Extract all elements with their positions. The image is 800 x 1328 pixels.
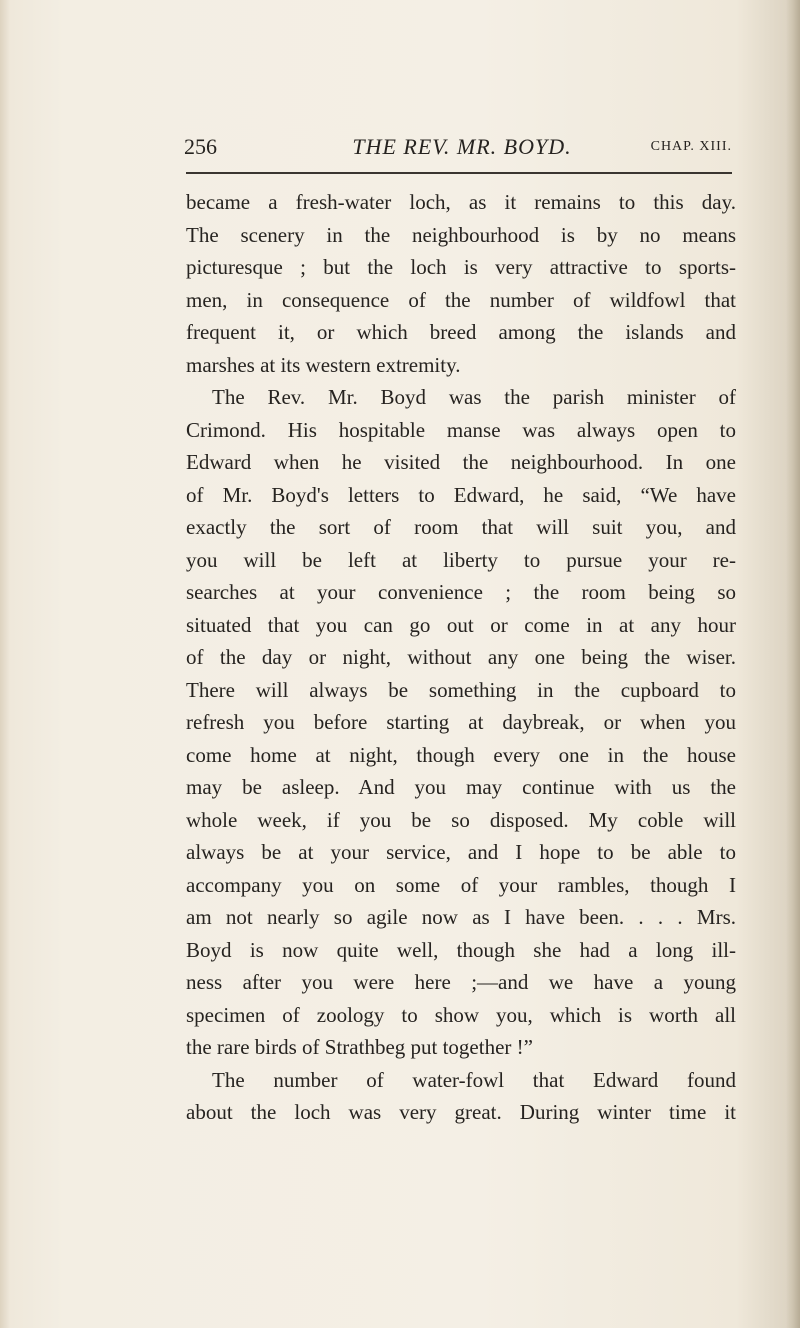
text-line: the rare birds of Strathbeg put together !” bbox=[186, 1035, 533, 1059]
page-left-edge bbox=[0, 0, 10, 1328]
text-line: am not nearly so agile now as I have been. . . . Mrs. bbox=[186, 905, 736, 929]
text-line: situated that you can go out or come in at any hour bbox=[186, 612, 736, 637]
text-line: picturesque ; but the loch is very attractive to sports- bbox=[186, 255, 736, 279]
page-header bbox=[184, 134, 740, 170]
text-line: specimen of zoology to show you, which is worth all bbox=[186, 1002, 736, 1027]
text-line: The Rev. Mr. Boyd was the parish minister of bbox=[212, 385, 736, 409]
running-title: THE REV. MR. BOYD. bbox=[352, 134, 572, 159]
text-line: Crimond. His hospitable manse was always open to bbox=[186, 417, 736, 442]
text-line: about the loch was very great. During winter time it bbox=[186, 1100, 736, 1124]
text-line: marshes at its western extremity. bbox=[186, 352, 461, 377]
chapter-label: CHAP. XIII. bbox=[650, 139, 732, 154]
text-line: accompany you on some of your rambles, though I bbox=[186, 872, 736, 897]
text-line: come home at night, though every one in the house bbox=[186, 742, 736, 767]
text-line: became a fresh-water loch, as it remains to this day. bbox=[186, 190, 736, 214]
text-line: of the day or night, without any one being the wiser. bbox=[186, 645, 736, 669]
text-line: frequent it, or which breed among the islands and bbox=[186, 320, 736, 344]
text-line: searches at your convenience ; the room being so bbox=[186, 580, 736, 604]
text-line: The number of water-fowl that Edward found bbox=[212, 1067, 736, 1092]
text-line: ness after you were here ;—and we have a young bbox=[186, 970, 736, 994]
text-line: There will always be something in the cupboard to bbox=[186, 677, 736, 702]
text-line: exactly the sort of room that will suit you, and bbox=[186, 515, 736, 539]
page-right-edge bbox=[786, 0, 800, 1328]
text-line: of Mr. Boyd's letters to Edward, he said, “We have bbox=[186, 482, 736, 507]
text-line: refresh you before starting at daybreak, or when you bbox=[186, 710, 736, 734]
text-line: The scenery in the neighbourhood is by no means bbox=[186, 222, 736, 247]
text-line: men, in consequence of the number of wildfowl that bbox=[186, 287, 736, 312]
body-text bbox=[186, 186, 736, 1129]
text-line: whole week, if you be so disposed. My coble will bbox=[186, 807, 736, 832]
text-line: you will be left at liberty to pursue your re- bbox=[186, 547, 736, 572]
header-rule bbox=[186, 172, 732, 174]
text-line: Edward when he visited the neighbourhood. In one bbox=[186, 450, 736, 474]
text-line: may be asleep. And you may continue with us the bbox=[186, 775, 736, 799]
page-number: 256 bbox=[184, 134, 217, 159]
text-line: Boyd is now quite well, though she had a long ill- bbox=[186, 937, 736, 962]
text-line: always be at your service, and I hope to be able to bbox=[186, 840, 736, 864]
